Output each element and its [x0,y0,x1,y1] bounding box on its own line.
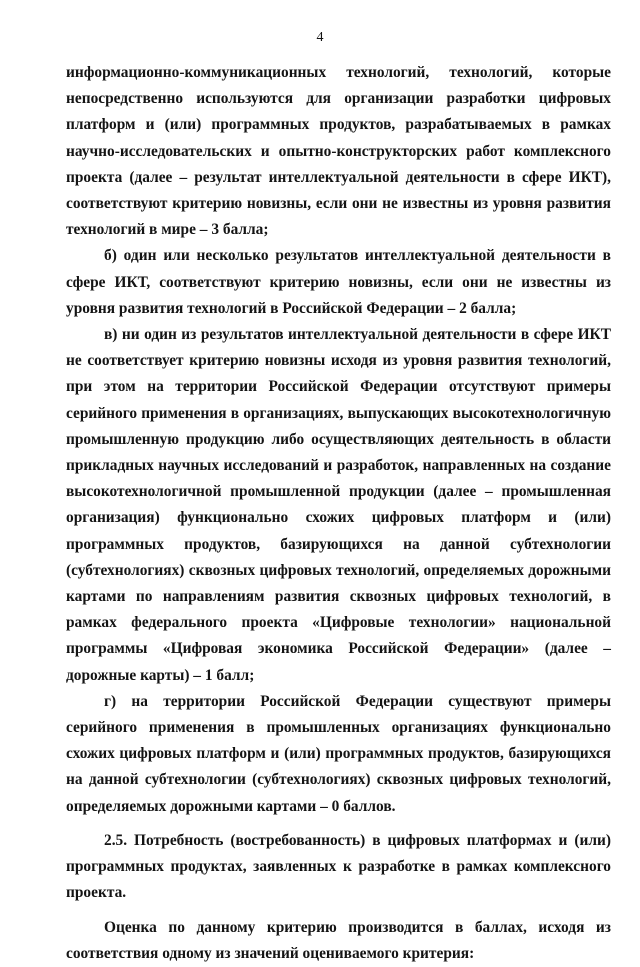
paragraph-continuation-ict-novelty: информационно-коммуникационных технологий, технологий, которые непосредственно используются для организации разработки цифровых платформ и (или) программных продуктов, разрабатываемых в рамках научно-исследовательских и опытно-конструкторских работ комплексного проекта (далее – результат интеллектуальной деятельности в сфере ИКТ), соответствуют критерию новизны, если они не известны из уровня развития технологий в мире – 3 балла; [66,64,611,239]
document-body [66,60,611,967]
paragraph-scoring-intro: Оценка по данному критерию производится в баллах, исходя из соответствия одному из значений оцениваемого критерия: [66,918,611,962]
page-number: 4 [316,30,324,45]
paragraph-section-2-5: 2.5. Потребность (востребованность) в цифровых платформах и (или) программных продуктах, заявленных к разработке в рамках комплексного проекта. [66,831,611,902]
paragraph-item-v: в) ни один из результатов интеллектуальной деятельности в сфере ИКТ не соответствует критерию новизны исходя из уровня развития технологий, при этом на территории Российской Федерации отсутствуют примеры серийного применения в организациях, выпускающих высокотехнологичную промышленную продукцию либо осуществляющих деятельность в области прикладных научных исследований и разработок, направленных на создание высокотехнологичной промышленной продукции (далее – промышленная организация) функционально схожих цифровых платформ и (или) программных продуктов, базирующихся на данной субтехнологии (субтехнологиях) сквозных цифровых технологий, определяемых дорожными картами по направлениям развития сквозных цифровых технологий, в рамках федерального проекта «Цифровые технологии» национальной программы «Цифровая экономика Российской Федерации» (далее – дорожные карты) – 1 балл; [66,326,611,684]
paragraph-item-b: б) один или несколько результатов интеллектуальной деятельности в сфере ИКТ, соответствуют критерию новизны, если они не известны из уровня развития технологий в Российской Федерации – 2 балла; [66,247,611,317]
paragraph-item-g: г) на территории Российской Федерации существуют примеры серийного применения в промышленных организациях функционально схожих цифровых платформ и (или) программных продуктов, базирующихся на данной субтехнологии (субтехнологиях) сквозных цифровых технологий, определяемых дорожными картами – 0 баллов. [66,692,611,815]
